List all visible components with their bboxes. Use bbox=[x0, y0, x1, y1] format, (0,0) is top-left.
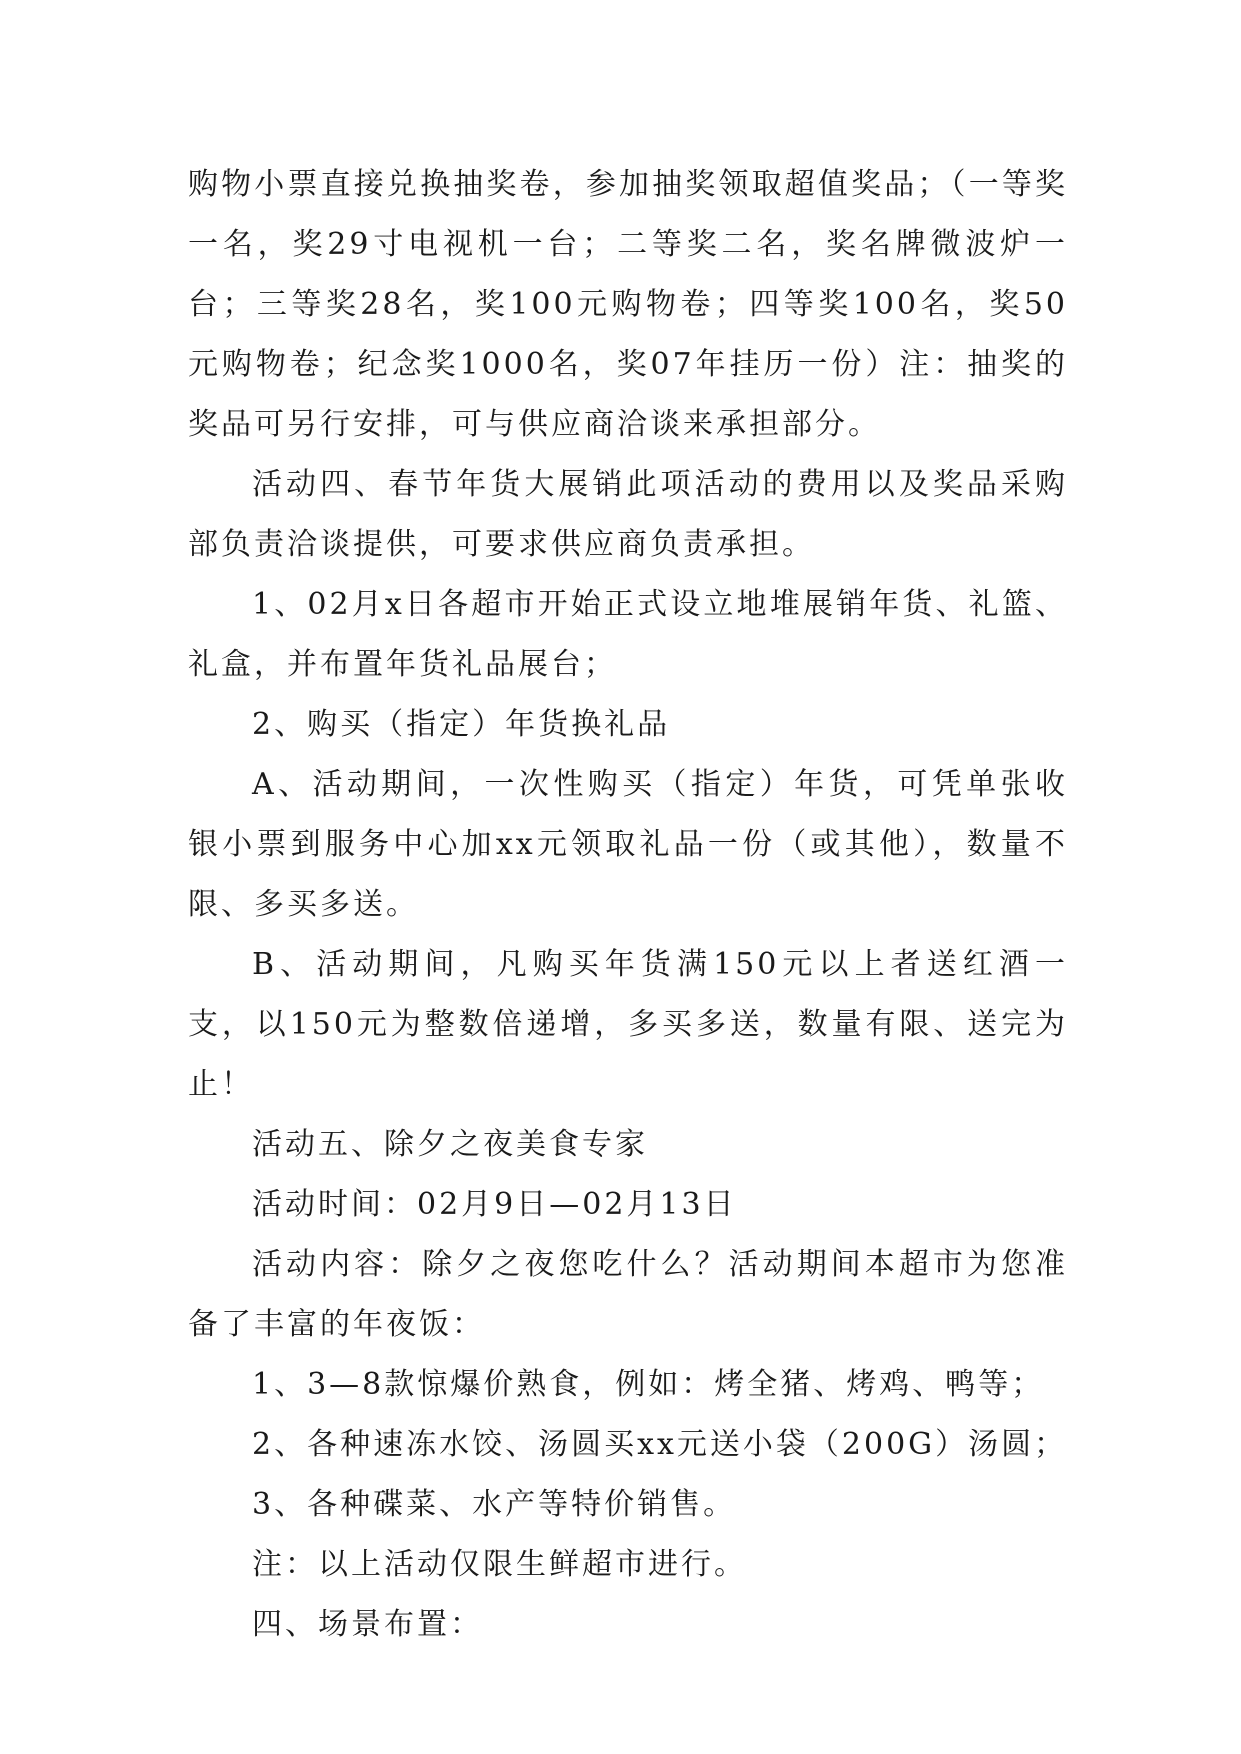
paragraph-item-2-gift: 2、购买（指定）年货换礼品 bbox=[252, 707, 671, 742]
paragraph-item-a: A、活动期间，一次性购买（指定）年货，可凭单张收银小票到服务中心加xx元领取礼品一份（或其他），数量不限、多买多送。 bbox=[188, 767, 1068, 922]
paragraph-item-b: B、活动期间，凡购买年货满150元以上者送红酒一支，以150元为整数倍递增，多买多送，数量有限、送完为止！ bbox=[188, 947, 1068, 1102]
paragraph-activity-five: 活动五、除夕之夜美食专家 bbox=[252, 1127, 648, 1162]
paragraph-activity-four: 活动四、春节年货大展销此项活动的费用以及奖品采购部负责洽谈提供，可要求供应商负责承担。 bbox=[188, 467, 1068, 562]
paragraph-item-1-display: 1、02月x日各超市开始正式设立地堆展销年货、礼篮、礼盒，并布置年货礼品展台； bbox=[188, 587, 1068, 682]
paragraph-food-item-1: 1、3—8款惊爆价熟食，例如：烤全猪、烤鸡、鸭等； bbox=[252, 1367, 1045, 1402]
paragraph-note: 注：以上活动仅限生鲜超市进行。 bbox=[252, 1547, 747, 1582]
document-body bbox=[188, 155, 1068, 1655]
paragraph-activity-content: 活动内容：除夕之夜您吃什么？活动期间本超市为您准备了丰富的年夜饭： bbox=[188, 1247, 1068, 1342]
section-heading-scene-layout: 四、场景布置： bbox=[252, 1607, 483, 1642]
paragraph-food-item-2: 2、各种速冻水饺、汤圆买xx元送小袋（200G）汤圆； bbox=[252, 1427, 1068, 1462]
paragraph-prize-draw: 购物小票直接兑换抽奖卷，参加抽奖领取超值奖品；（一等奖一名，奖29寸电视机一台；二等奖二名，奖名牌微波炉一台；三等奖28名，奖100元购物卷；四等奖100名，奖50元购物卷；纪念奖1000名，奖07年挂历一份）注：抽奖的奖品可另行安排，可与供应商洽谈来承担部分。 bbox=[188, 167, 1068, 442]
paragraph-activity-time: 活动时间：02月9日—02月13日 bbox=[252, 1187, 737, 1222]
paragraph-food-item-3: 3、各种碟菜、水产等特价销售。 bbox=[252, 1487, 737, 1522]
